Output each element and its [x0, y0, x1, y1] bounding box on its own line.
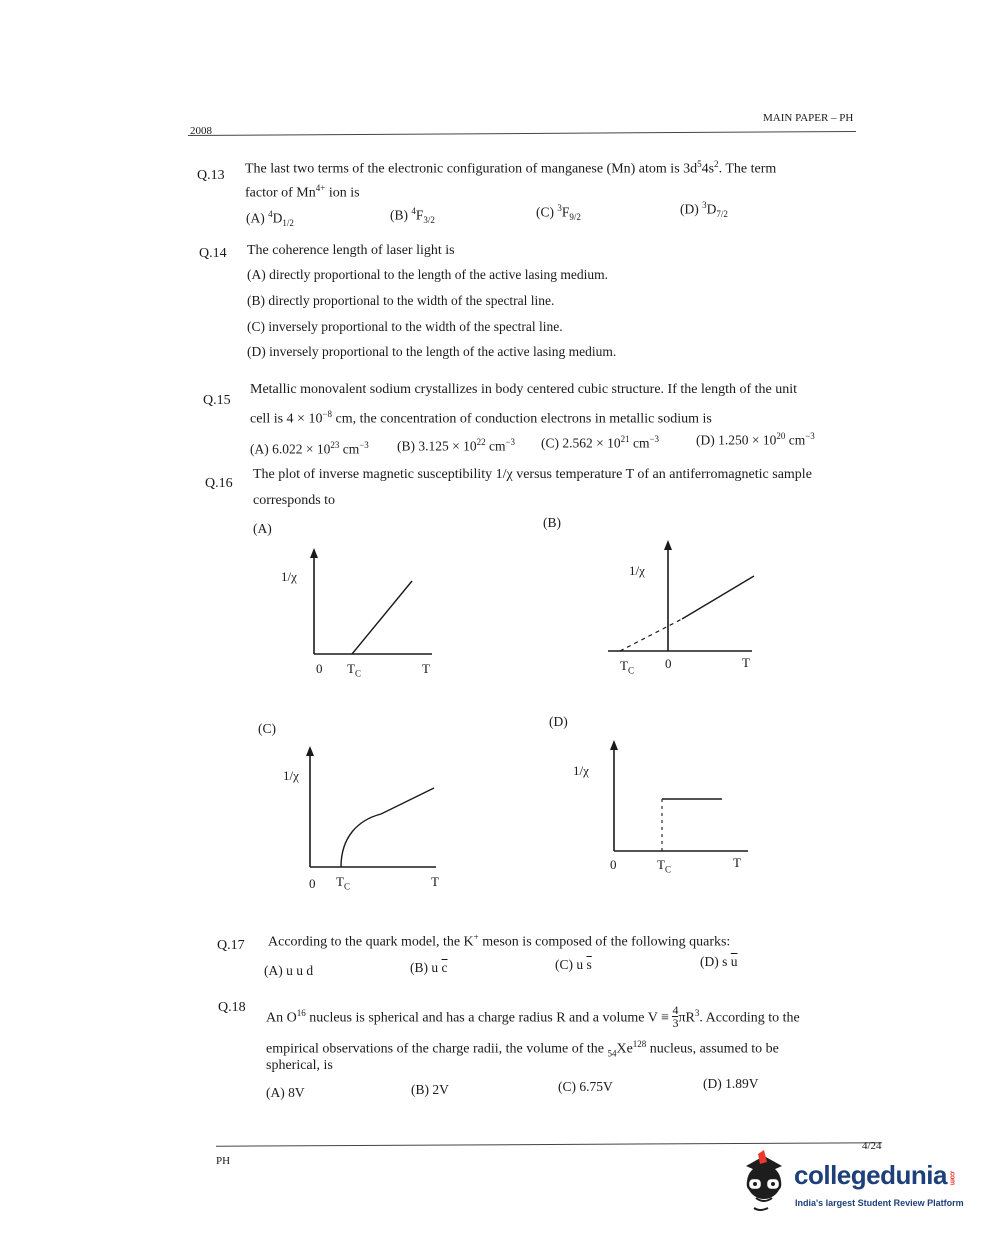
option-a[interactable]: (A) u u d: [264, 963, 314, 978]
y-label: 1/χ: [629, 563, 645, 578]
origin-label: 0: [665, 656, 672, 671]
question-text: The last two terms of the electronic configuration of manganese (Mn) atom is $3d^54s^2$. The term: [245, 159, 777, 177]
question-text: According to the quark model, the K+ meson is composed of the following quarks:: [268, 932, 731, 950]
paper-title: MAIN PAPER – PH: [763, 112, 854, 124]
question-text-line2: cell is $4 \times 10^{-8}$ cm, the concentration of conduction electrons in metallic sodium is: [250, 409, 712, 427]
graph-d-plot: [600, 736, 760, 858]
option-d[interactable]: (D) 1.89V: [703, 1076, 759, 1091]
option-a[interactable]: (A) $^4D_{1/2}$: [246, 209, 294, 229]
exam-year: 2008: [190, 125, 212, 137]
option-a[interactable]: (A) $6.022 \times 10^{23}$ $cm^{-3}$: [250, 440, 369, 457]
option-d[interactable]: (D) $^3D_{7/2}$: [680, 200, 728, 220]
curve: [352, 581, 412, 654]
option-c[interactable]: (C) u $\overline{s}$: [555, 957, 592, 972]
question-text-line2: corresponds to: [253, 493, 336, 508]
option-b-label[interactable]: (B): [543, 515, 561, 530]
option-d[interactable]: (D) s $\overline{u}$: [700, 954, 738, 969]
question-number: Q.15: [203, 393, 231, 408]
option-b[interactable]: (B) $^4F_{3/2}$: [390, 206, 435, 226]
origin-label: 0: [316, 661, 323, 676]
question-text: Metallic monovalent sodium crystallizes in body centered cubic structure. If the length of the unit: [250, 382, 798, 397]
footer-rule: [216, 1142, 882, 1146]
header-rule: [188, 131, 856, 136]
option-a-label[interactable]: (A): [253, 521, 272, 536]
graph-c-plot: [296, 742, 446, 872]
option-a[interactable]: (A) directly proportional to the length of the active lasing medium.: [247, 267, 609, 282]
option-c-label[interactable]: (C): [258, 721, 276, 736]
option-c[interactable]: (C) inversely proportional to the width of the spectral line.: [247, 319, 563, 334]
t-label: T: [431, 874, 439, 889]
tc-label: $T_C$: [620, 658, 634, 676]
option-c[interactable]: (C) $^3F_{9/2}$: [536, 203, 581, 223]
option-b[interactable]: (B) 2V: [411, 1082, 449, 1097]
question-text: The plot of inverse magnetic susceptibility 1/χ versus temperature T of an antiferromagnetic sample: [253, 467, 812, 482]
y-label: 1/χ: [573, 763, 589, 778]
question-text-line2: factor of $Mn^{4+}$ ion is: [245, 183, 360, 201]
option-a[interactable]: (A) 8V: [266, 1085, 305, 1100]
y-label: 1/χ: [283, 768, 299, 783]
question-number: Q.17: [217, 938, 245, 953]
question-number: Q.13: [197, 168, 225, 183]
option-b[interactable]: (B) u $\overline{c}$: [410, 960, 448, 975]
question-text: An $O^{16}$ nucleus is spherical and has a charge radius R and a volume V ≡ $\frac{4}{3}$ $\pi R^3$. According to the: [266, 1002, 800, 1030]
page-number: 4/24: [862, 1140, 882, 1152]
tc-label: $T_C$: [336, 874, 350, 892]
tc-label: $T_C$: [347, 661, 361, 679]
option-c[interactable]: (C) $2.562 \times 10^{21}$ $cm^{-3}$: [541, 434, 660, 451]
option-d[interactable]: (D) inversely proportional to the length of the active lasing medium.: [247, 344, 617, 359]
y-label: 1/χ: [281, 569, 297, 584]
question-number: Q.16: [205, 476, 233, 491]
option-d-label[interactable]: (D): [549, 714, 568, 729]
option-d[interactable]: (D) $1.250 \times 10^{20}$ $cm^{-3}$: [696, 431, 815, 448]
question-text: The coherence length of laser light is: [247, 243, 455, 258]
t-label: T: [742, 655, 750, 670]
t-label: T: [422, 661, 430, 676]
mascot-icon: [734, 1148, 794, 1218]
fraction: $\frac{4}{3}$: [672, 1002, 679, 1030]
graph-b-plot: [600, 536, 760, 658]
option-b[interactable]: (B) directly proportional to the width of the spectral line.: [247, 293, 555, 308]
curve: [682, 576, 754, 619]
t-label: T: [733, 855, 741, 870]
brand-tagline: India's largest Student Review Platform: [795, 1198, 964, 1208]
question-text-line2: empirical observations of the charge radii, the volume of the $_{54}Xe^{128}$ nucleus, assumed to be: [266, 1039, 779, 1059]
question-text-line3: spherical, is: [266, 1058, 333, 1073]
origin-label: 0: [309, 876, 316, 891]
dashed-extrapolation: [620, 619, 682, 651]
graph-a-plot: [300, 540, 440, 660]
option-c[interactable]: (C) 6.75V: [558, 1079, 613, 1094]
tc-label: $T_C$: [657, 857, 671, 875]
option-b[interactable]: (B) $3.125 \times 10^{22}$ $cm^{-3}$: [397, 437, 516, 454]
question-number: Q.18: [218, 1000, 246, 1015]
origin-label: 0: [610, 857, 617, 872]
question-number: Q.14: [199, 246, 227, 261]
curve: [341, 788, 434, 867]
brand-name: collegedunia .com: [794, 1160, 956, 1190]
paper-code: PH: [216, 1155, 231, 1167]
